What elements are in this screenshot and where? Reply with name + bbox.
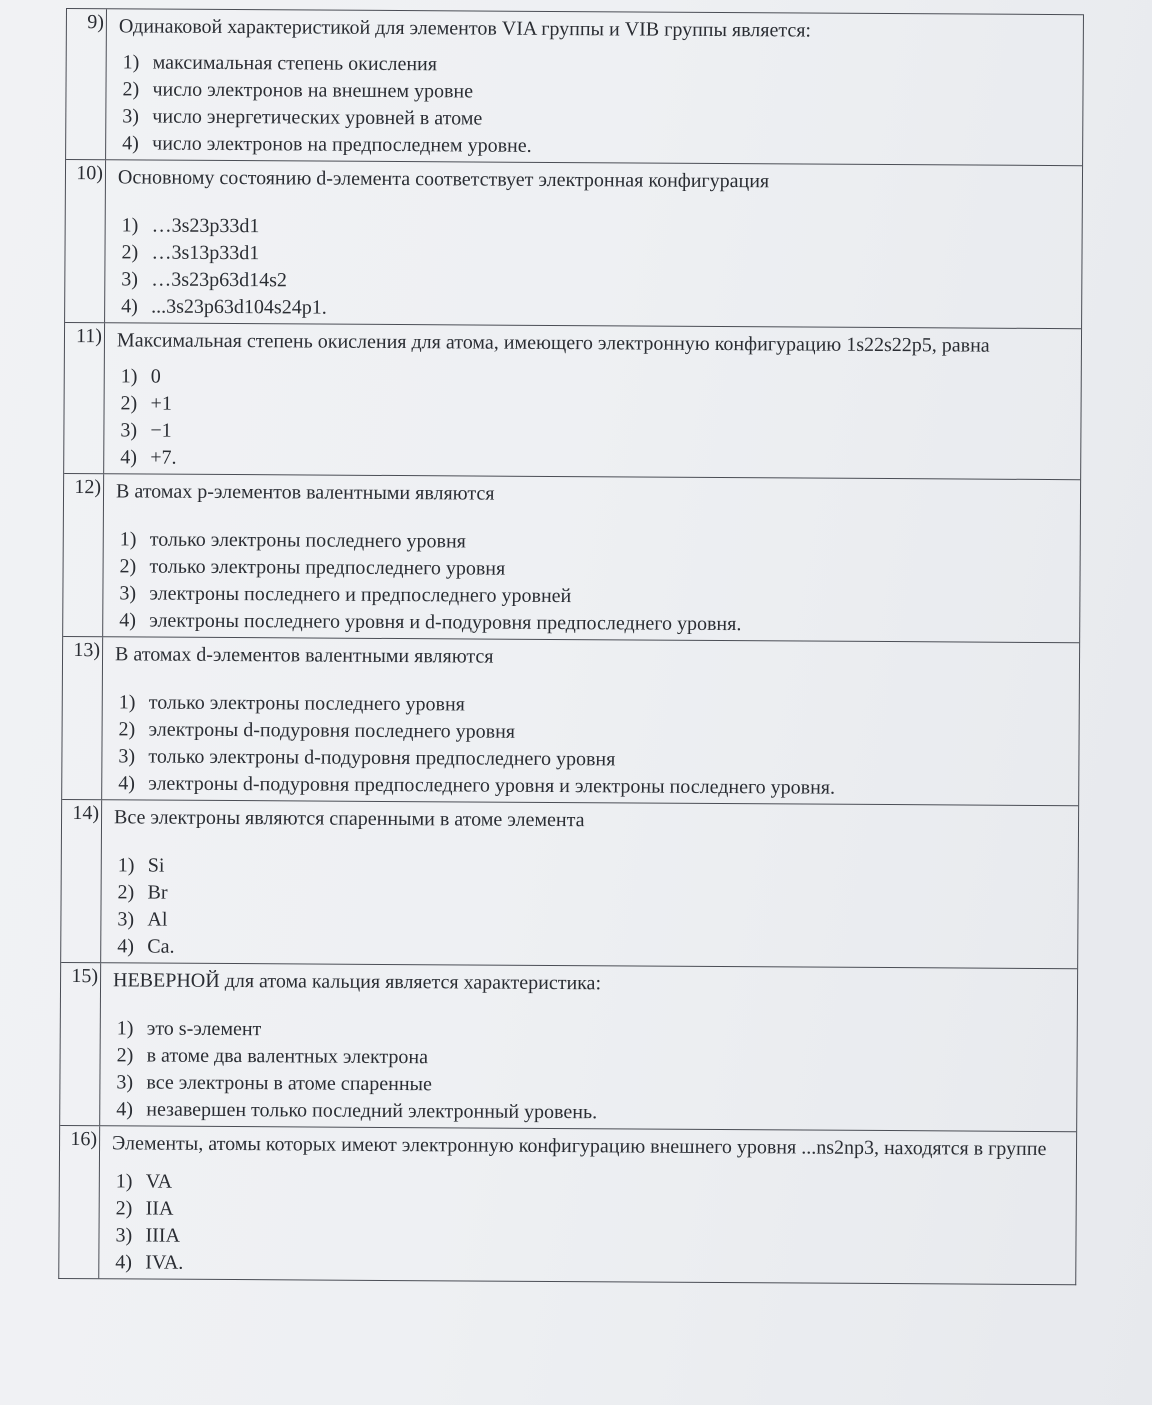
question-text: Элементы, атомы которых имеют электронную конфигурацию внешнего уровня ...ns2np3, находятся в группе [111, 1132, 1047, 1161]
option-text: электроны последнего уровня и d-подуровня предпоследнего уровня. [149, 609, 742, 636]
option [117, 933, 1067, 966]
question-text: Основному состоянию d-элемента соответствует электронная конфигурация [117, 166, 770, 193]
option-number: 2) [116, 1044, 134, 1067]
option-text: IIA [145, 1197, 174, 1220]
option-number: 3) [120, 419, 138, 442]
option-number: 2) [120, 392, 138, 415]
option-number: 1) [117, 854, 135, 877]
option-text: число энергетических уровней в атоме [152, 105, 483, 130]
question-table [58, 8, 1084, 1285]
question-text: Одинаковой характеристикой для элементов VIA группы и VIB группы является: [118, 15, 812, 42]
options-list [113, 852, 1068, 966]
option-text: VA [145, 1170, 173, 1193]
option-number: 4) [117, 935, 135, 958]
option-text: −1 [150, 419, 172, 442]
question-text: В атомах p-элементов валентными являются [115, 480, 495, 505]
option-text: незавершен только последний электронный уровень. [146, 1098, 598, 1124]
option-text: только электроны последнего уровня [149, 528, 466, 553]
option-number: 1) [119, 528, 137, 551]
option-text: IIIA [145, 1224, 181, 1247]
question-number: 10) [65, 160, 106, 322]
option-number: 2) [117, 881, 135, 904]
option-number: 4) [119, 609, 136, 632]
option-text: только электроны последнего уровня [148, 691, 465, 716]
question-row [62, 636, 1079, 805]
option-number: 2) [122, 78, 140, 101]
option-number: 3) [118, 745, 136, 768]
option-text: число электронов на предпоследнем уровне. [152, 132, 532, 157]
question-text: Все электроны являются спаренными в атоме элемента [113, 806, 585, 832]
option-number: 1) [118, 691, 136, 714]
question-body [103, 474, 1080, 642]
option-number: 1) [121, 214, 139, 237]
option-text: Ca. [147, 935, 175, 958]
question-row [61, 799, 1078, 968]
option-text: электроны последнего и предпоследнего уровней [149, 582, 572, 608]
question-row [64, 322, 1081, 479]
option-number: 3) [121, 268, 139, 291]
option-text: электроны d-подуровня предпоследнего уровня и электроны последнего уровня. [148, 772, 836, 799]
question-number: 11) [64, 323, 105, 473]
option-text: Si [147, 854, 165, 877]
question-body [106, 9, 1083, 165]
option-text: IVA. [145, 1251, 184, 1274]
option-text: 0 [150, 365, 161, 388]
option-number: 4) [120, 446, 137, 469]
option-number: 2) [115, 1197, 133, 1220]
option-text: ...3s23p63d104s24p1. [151, 295, 327, 319]
option [120, 444, 1070, 477]
option-text: максимальная степень окисления [152, 51, 438, 76]
option-number: 4) [115, 1251, 133, 1274]
option-text: …3s23p63d14s2 [151, 268, 287, 292]
options-list [114, 689, 1069, 803]
question-number: 14) [61, 800, 102, 962]
options-list [118, 49, 1073, 163]
option [116, 1096, 1066, 1129]
option-number: 4) [118, 772, 136, 795]
option-text: число электронов на внешнем уровне [152, 78, 474, 103]
option-text: только электроны предпоследнего уровня [149, 555, 506, 580]
option-number: 3) [115, 1224, 133, 1247]
option-number: 1) [120, 365, 138, 388]
option-number: 3) [117, 908, 135, 931]
option-number: 1) [116, 1017, 134, 1040]
question-body [102, 637, 1079, 805]
option-number: 1) [115, 1170, 133, 1193]
option-text: только электроны d-подуровня предпоследнего уровня [148, 745, 616, 771]
options-list [117, 212, 1072, 326]
option-text: +7. [150, 446, 177, 469]
options-list [116, 363, 1071, 477]
options-list [111, 1168, 1066, 1282]
option-text: электроны d-подуровня последнего уровня [148, 718, 516, 743]
question-body [105, 160, 1082, 328]
option-number: 2) [121, 241, 139, 264]
option-text: Al [147, 908, 168, 931]
question-number: 13) [62, 637, 103, 799]
option-number: 4) [121, 295, 138, 318]
option-number: 3) [119, 582, 137, 605]
option [118, 770, 1068, 803]
option-text: …3s23p33d1 [151, 214, 260, 238]
option-number: 2) [119, 555, 137, 578]
question-row [60, 962, 1077, 1131]
option-number: 3) [122, 105, 140, 128]
question-text: НЕВЕРНОЙ для атома кальция является характеристика: [112, 969, 602, 995]
question-number: 9) [66, 9, 107, 159]
options-list [115, 526, 1070, 640]
option-text: все электроны в атоме спаренные [146, 1071, 432, 1096]
option [122, 130, 1072, 163]
option [121, 293, 1071, 326]
option-number: 4) [116, 1098, 134, 1121]
question-number: 15) [60, 963, 101, 1125]
option-text: Br [147, 881, 168, 904]
option [119, 607, 1069, 640]
question-number: 16) [59, 1126, 100, 1278]
question-text: Максимальная степень окисления для атома, имеющего электронную конфигурацию 1s22s22p5, равна [116, 329, 990, 357]
question-body [99, 1126, 1076, 1284]
question-body [101, 800, 1078, 968]
question-number: 12) [63, 474, 104, 636]
option-number: 3) [116, 1071, 134, 1094]
option-text: это s-элемент [146, 1017, 262, 1041]
option-number: 4) [122, 132, 139, 155]
question-body [104, 323, 1081, 479]
option-text: …3s13p33d1 [151, 241, 260, 265]
question-row [65, 159, 1082, 328]
option-number: 2) [118, 718, 136, 741]
question-body [100, 963, 1077, 1131]
options-list [112, 1015, 1067, 1129]
question-row [63, 473, 1080, 642]
option [115, 1249, 1065, 1282]
option-text: в атоме два валентных электрона [146, 1044, 429, 1069]
question-row [59, 1125, 1076, 1284]
option-text: +1 [150, 392, 172, 415]
question-text: В атомах d-элементов валентными являются [114, 643, 494, 668]
question-row [66, 8, 1083, 165]
option-number: 1) [122, 51, 140, 74]
